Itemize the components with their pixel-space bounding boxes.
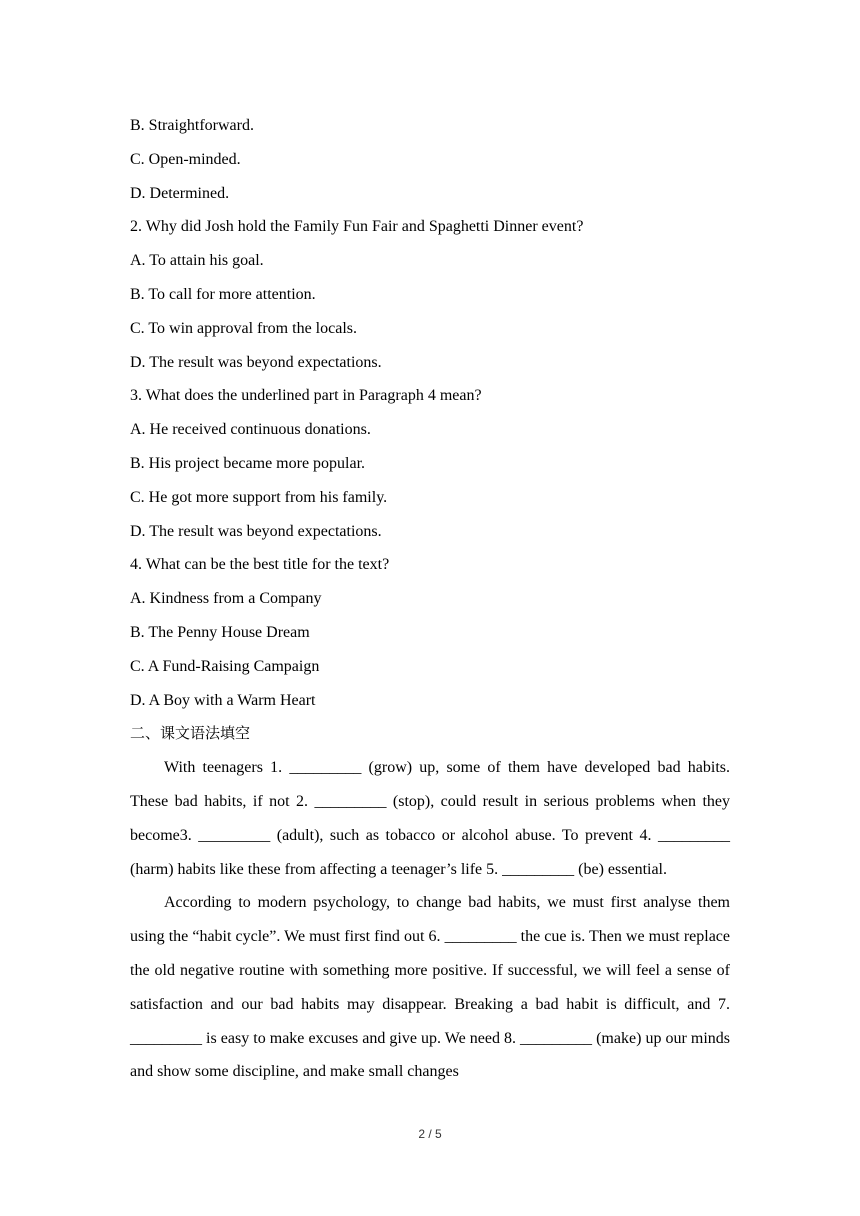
option-line: D. Determined. bbox=[130, 184, 230, 202]
option-line: B. The Penny House Dream bbox=[130, 623, 310, 641]
question-line: 4. What can be the best title for the text? bbox=[130, 556, 390, 574]
option-line: A. Kindness from a Company bbox=[130, 590, 322, 608]
option-line: A. He received continuous donations. bbox=[130, 421, 371, 439]
document-body bbox=[130, 109, 730, 1089]
cloze-paragraph: With teenagers 1. _________ (grow) up, some of them have developed bad habits. These bad habits, if not 2. _________ (stop), could result in serious problems when they become3. _________ (adult), such as tobacco or alcohol abuse. To prevent 4. _________ (harm) habits like these from affecting a teenager’s life 5. _________ (be) essential. bbox=[130, 759, 730, 878]
option-line: D. The result was beyond expectations. bbox=[130, 353, 382, 371]
question-line: 3. What does the underlined part in Paragraph 4 mean? bbox=[130, 387, 482, 405]
option-line: C. To win approval from the locals. bbox=[130, 319, 357, 337]
option-line: B. His project became more popular. bbox=[130, 454, 366, 472]
option-line: C. A Fund-Raising Campaign bbox=[130, 657, 320, 675]
question-line: 2. Why did Josh hold the Family Fun Fair and Spaghetti Dinner event? bbox=[130, 218, 584, 236]
option-line: B. Straightforward. bbox=[130, 117, 254, 134]
option-line: B. To call for more attention. bbox=[130, 285, 316, 303]
option-line: C. Open-minded. bbox=[130, 150, 241, 168]
option-line: D. The result was beyond expectations. bbox=[130, 522, 382, 540]
page-number: 2 / 5 bbox=[418, 1127, 442, 1141]
option-line: A. To attain his goal. bbox=[130, 252, 264, 270]
option-line: D. A Boy with a Warm Heart bbox=[130, 691, 316, 709]
cloze-paragraph: According to modern psychology, to change bad habits, we must first analyse them using the “habit cycle”. We must first find out 6. _________ the cue is. Then we must replace the old negative routine with something more positive. If successful, we will feel a sense of satisfaction and our bad habits may disappear. Breaking a bad habit is difficult, and 7. _________ is easy to make excuses and give up. We need 8. _________ (make) up our minds and show some discipline, and make small changes bbox=[130, 894, 730, 1081]
option-line: C. He got more support from his family. bbox=[130, 488, 388, 506]
section-heading: 二、课文语法填空 bbox=[130, 724, 251, 743]
